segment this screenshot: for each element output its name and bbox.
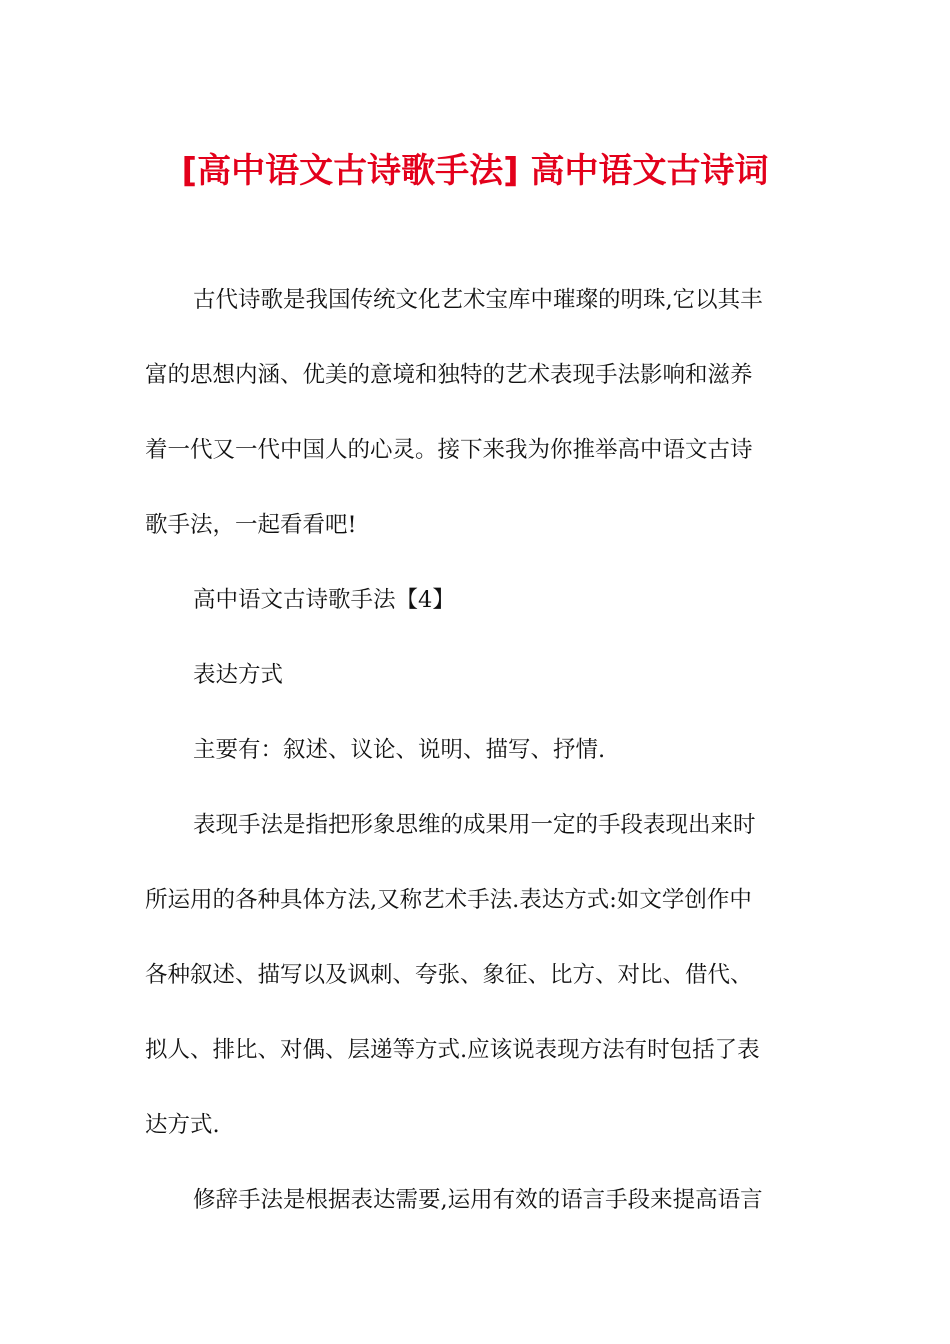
paragraph-techniques: [145, 788, 805, 1163]
paragraph-line: 高中语文古诗歌手法【4】: [193, 587, 455, 613]
paragraph-line: 表达方式: [193, 662, 284, 688]
paragraph-line: 拟人、排比、对偶、层递等方式.应该说表现方法有时包括了表: [145, 1037, 760, 1063]
paragraph-rhetoric: [145, 1163, 805, 1238]
paragraph-intro: [145, 263, 805, 563]
paragraph-line: 歌手法，一起看看吧!: [145, 512, 357, 538]
paragraph-line: 着一代又一代中国人的心灵。接下来我为你推举高中语文古诗: [145, 437, 753, 463]
paragraph-line: 修辞手法是根据表达需要,运用有效的语言手段来提高语言: [193, 1187, 763, 1213]
paragraph-line: 古代诗歌是我国传统文化艺术宝库中璀璨的明珠,它以其丰: [193, 287, 763, 313]
paragraph-line: 各种叙述、描写以及讽刺、夸张、象征、比方、对比、借代、: [145, 962, 753, 988]
paragraph-line: 所运用的各种具体方法,又称艺术手法.表达方式:如文学创作中: [145, 887, 752, 913]
paragraph-line: 达方式.: [145, 1112, 220, 1138]
document-body: [145, 263, 805, 1238]
paragraph-line: 主要有：叙述、议论、说明、描写、抒情.: [193, 737, 606, 763]
paragraph-line: 富的思想内涵、优美的意境和独特的艺术表现手法影响和滋养: [145, 362, 753, 388]
subsection-heading: [145, 638, 805, 713]
document-title: [高中语文古诗歌手法] 高中语文古诗词: [181, 151, 769, 191]
paragraph-line: 表现手法是指把形象思维的成果用一定的手段表现出来时: [193, 812, 756, 838]
section-heading: [145, 563, 805, 638]
paragraph-expression-types: [145, 713, 805, 788]
